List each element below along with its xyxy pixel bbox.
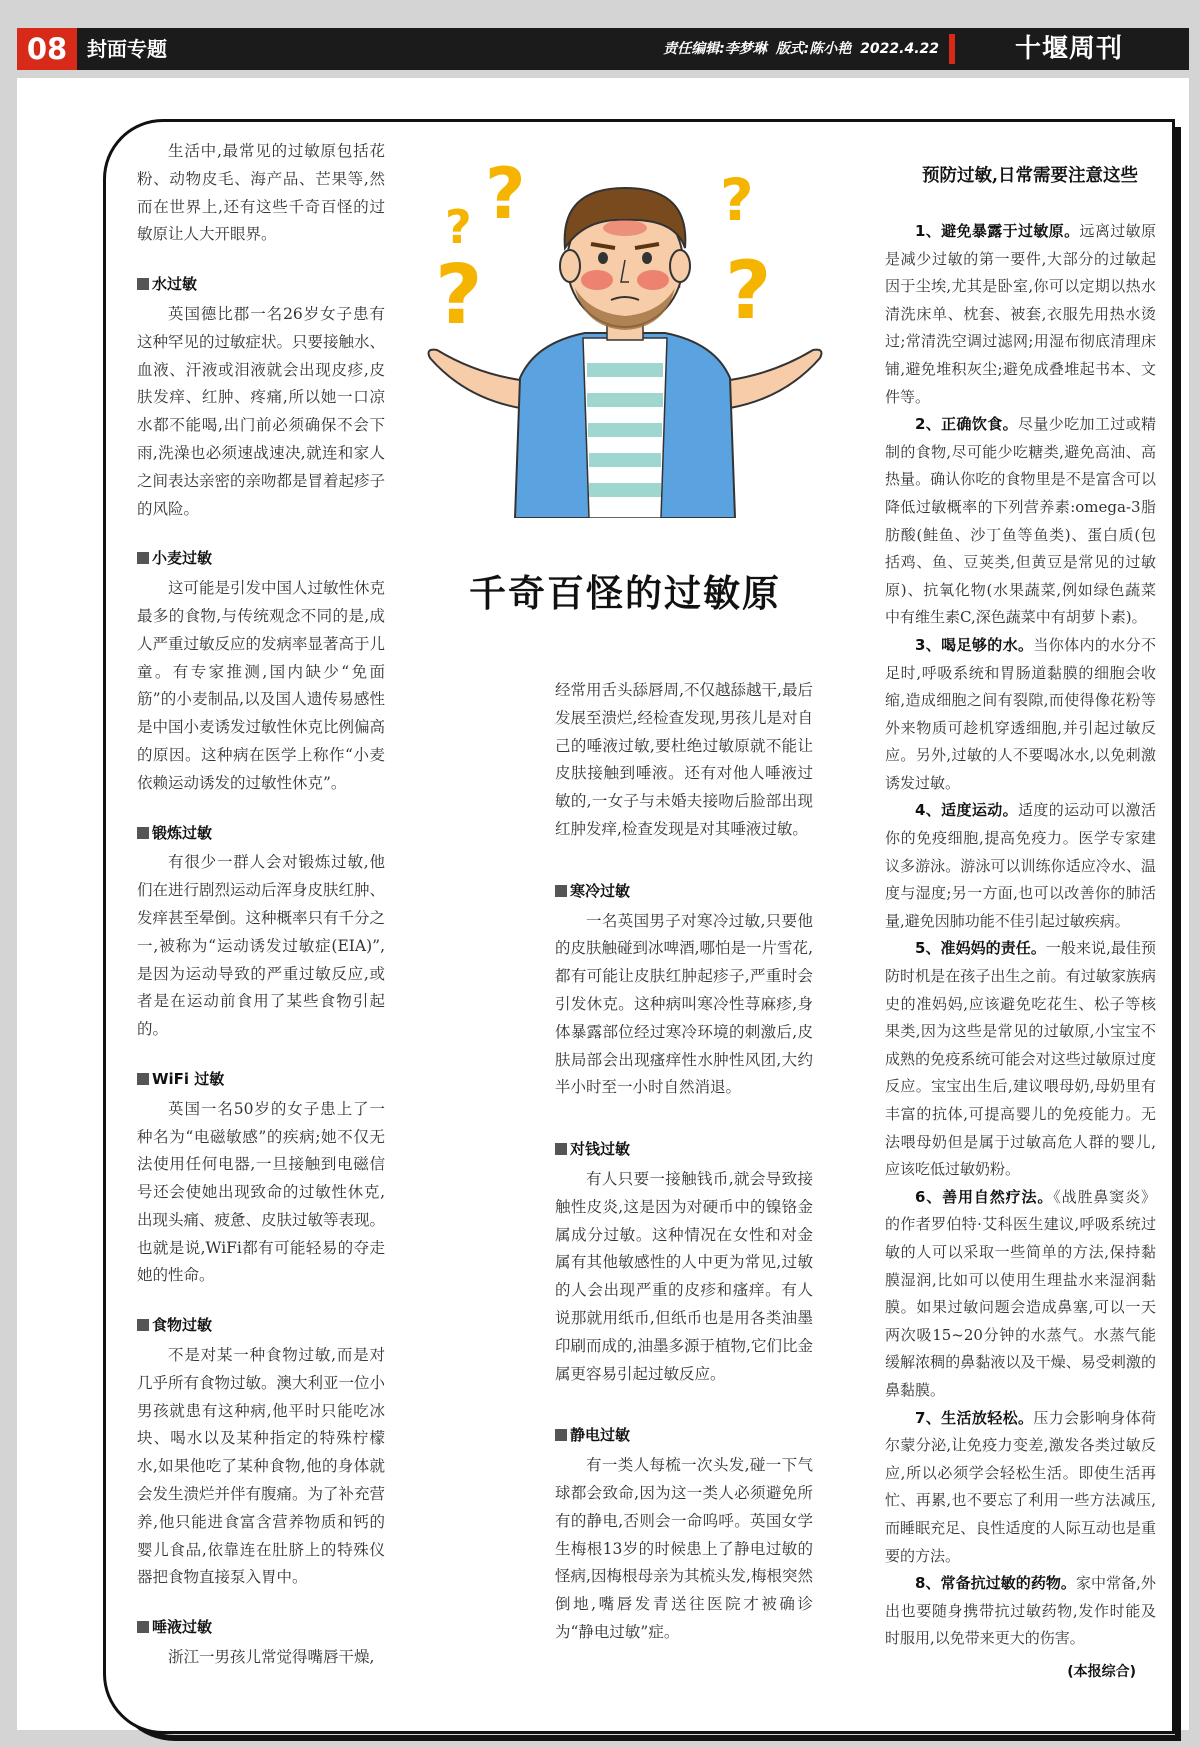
section-body: 浙江一男孩儿常觉得嘴唇干燥, <box>168 1648 375 1667</box>
square-bullet-icon <box>137 552 149 564</box>
section-body: 不是对某一种食物过敏,而是对几乎所有食物过敏。澳大利亚一位小男孩就患有这种病,他平时只能吃冰块、喝水以及某种指定的特殊柠檬水,如果他吃了某种食物,他的身体就会发生溃烂并伴有腹痛。为了补充营养,他只能进食富含营养物质和钙的婴儿食品,依靠连在肚脐上的特殊仪器把食物直接泵入胃中。 <box>137 1346 386 1587</box>
section-heading: 对钱过敏 <box>555 1136 813 1164</box>
tip-item: 8、常备抗过敏的药物。家中常备,外出也要随身携带抗过敏药物,发作时能及时服用,以免带来更大的伤害。 <box>885 1574 1156 1648</box>
article-headline: 千奇百怪的过敏原 <box>469 571 781 615</box>
section-body: 有人只要一接触钱币,就会导致接触性皮炎,这是因为对硬币中的镍铬金属成分过敏。这种情况在女性和对金属有其他敏感性的人中更为常见,过敏的人会出现严重的皮疹和瘙痒。有人说那就用纸币,但纸币也是用各类油墨印刷而成的,油墨多源于植物,它们比金属更容易引起过敏反应。 <box>555 1169 813 1383</box>
square-bullet-icon <box>555 885 567 897</box>
question-mark-icon: ? <box>725 244 772 337</box>
square-bullet-icon <box>555 1429 567 1441</box>
editor-credit: 责任编辑:李梦琳 <box>663 41 767 57</box>
section-heading: 静电过敏 <box>555 1422 813 1450</box>
square-bullet-icon <box>137 827 149 839</box>
layout-credit: 版式:陈小艳 <box>775 41 852 57</box>
question-mark-icon: ? <box>445 200 472 254</box>
tip-item: 2、正确饮食。尽量少吃加工过或精制的食物,尽可能少吃糖类,避免高油、高热量。确认你吃的食物里是不是富含可以降低过敏概率的下列营养素:omega-3脂肪酸(鲑鱼、沙丁鱼等鱼类)、蛋白质(包括鸡、鱼、豆荚类,但黄豆是常见的过敏原)、抗氧化物(水果蔬菜,例如绿色蔬菜中有维生素C,深色蔬菜中有胡萝卜素)。 <box>885 415 1156 627</box>
section-heading: 唾液过敏 <box>137 1614 385 1642</box>
section-heading: 小麦过敏 <box>137 545 385 573</box>
section-body: 英国一名50岁的女子患上了一种名为“电磁敏感”的疾病;她不仅无法使用任何电器,一旦接触到电磁信号还会使她出现致命的过敏性休克,出现头痛、疲惫、皮肤过敏等表现。也就是说,WiFi都有可能轻易的夺走她的性命。 <box>137 1099 386 1285</box>
right-column <box>885 218 1156 1686</box>
intro-paragraph: 生活中,最常见的过敏原包括花粉、动物皮毛、海产品、芒果等,然而在世界上,还有这些千奇百怪的过敏原让人大开眼界。 <box>137 142 385 244</box>
square-bullet-icon <box>137 1073 149 1085</box>
square-bullet-icon <box>555 1143 567 1155</box>
tip-item: 4、适度运动。适度的运动可以激活你的免疫细胞,提高免疫力。医学专家建议多游泳。游泳可以训练你适应冷水、温度与湿度;另一方面,也可以改善你的肺活量,避免因肺功能不佳引起过敏疾病。 <box>885 801 1156 930</box>
page-number: 08 <box>17 28 77 70</box>
square-bullet-icon <box>137 1319 149 1331</box>
masthead: 十堰周刊 <box>949 28 1189 70</box>
section-body: 英国德比郡一名26岁女子患有这种罕见的过敏症状。只要接触水、血液、汗液或泪液就会出现皮疹,皮肤发痒、红肿、疼痛,所以她一口凉水都不能喝,出门前必须确保不会下雨,洗澡也必须速战速决,就连和家人之间表达亲密的亲吻都是冒着起疹子的风险。 <box>137 304 386 518</box>
tip-item: 5、准妈妈的责任。一般来说,最佳预防时机是在孩子出生之前。有过敏家族病史的准妈妈,应该避免吃花生、松子等核果类,因为这些是常见的过敏原,小宝宝不成熟的免疫系统可能会对这些过敏原过度反应。宝宝出生后,建议喂母奶,母奶里有丰富的抗体,可提高婴儿的免疫能力。无法喂母奶但是属于过敏高危人群的婴儿,应该吃低过敏奶粉。 <box>885 939 1156 1179</box>
section-heading: WiFi 过敏 <box>137 1066 385 1094</box>
section-body-continued: 经常用舌头舔唇周,不仅越舔越干,最后发展至溃烂,经检查发现,男孩儿是对自己的唾液过敏,要杜绝过敏原就不能让皮肤接触到唾液。还有对他人唾液过敏的,一女子与未婚夫接吻后脸部出现红肿发痒,检查发现是对其唾液过敏。 <box>555 681 813 838</box>
square-bullet-icon <box>137 278 149 290</box>
section-body: 有很少一群人会对锻炼过敏,他们在进行剧烈运动后浑身皮肤红肿、发痒甚至晕倒。这种概率只有千分之一,被称为“运动诱发过敏症(EIA)”,是因为运动导致的严重过敏反应,或者是在运动前食用了某些食物引起的。 <box>137 853 386 1039</box>
section-heading: 寒冷过敏 <box>555 878 813 906</box>
issue-date: 2022.4.22 <box>860 41 939 57</box>
tip-item: 6、善用自然疗法。《战胜鼻窦炎》的作者罗伯特·艾科医生建议,呼吸系统过敏的人可以采取一些简单的方法,保持黏膜湿润,比如可以使用生理盐水来湿润黏膜。如果过敏问题会造成鼻塞,可以一天两次吸15~20分钟的水蒸气。水蒸气能缓解浓稠的鼻黏液以及干燥、易受刺激的鼻黏膜。 <box>885 1187 1156 1399</box>
square-bullet-icon <box>137 1621 149 1633</box>
question-mark-icon: ? <box>485 153 526 235</box>
section-body: 这可能是引发中国人过敏性休克最多的食物,与传统观念不同的是,成人严重过敏反应的发病率显著高于儿童。有专家推测,国内缺少“免面筋”的小麦制品,以及国人遗传易感性是中国小麦诱发过敏性休克比例偏高的原因。这种病在医学上称作“小麦依赖运动诱发的过敏性休克”。 <box>137 579 386 792</box>
credits <box>659 28 939 70</box>
section-body: 一名英国男子对寒冷过敏,只要他的皮肤触碰到冰啤酒,哪怕是一片雪花,都有可能让皮肤红肿起疹子,严重时会引发休克。这种病叫寒冷性荨麻疹,身体暴露部位经过寒冷环境的刺激后,皮肤局部会出现瘙痒性水肿性风团,大约半小时至一小时自然消退。 <box>555 911 813 1097</box>
section-heading: 食物过敏 <box>137 1312 385 1340</box>
section-title: 封面专题 <box>87 37 167 61</box>
prevention-title: 预防过敏,日常需要注意这些 <box>921 166 1139 186</box>
tip-item: 3、喝足够的水。当你体内的水分不足时,呼吸系统和胃肠道黏膜的细胞会收缩,造成细胞之间有裂隙,而使得像花粉等外来物质可趁机穿透细胞,并引起过敏反应。另外,过敏的人不要喝冰水,以免刺激诱发过敏。 <box>885 635 1156 792</box>
question-mark-icon: ? <box>435 248 483 343</box>
section-heading: 水过敏 <box>137 271 385 299</box>
tip-item: 1、避免暴露于过敏原。远离过敏原是减少过敏的第一要件,大部分的过敏起因于尘埃,尤其是卧室,你可以定期以热水清洗床单、枕套、被套,衣服先用热水烫过;常清洗空调过滤网;用湿布彻底清理床铺,避免堆积灰尘;避免成叠堆起书本、文件等。 <box>885 222 1156 406</box>
section-body: 有一类人每梳一次头发,碰一下气球都会致命,因为这一类人必须避免所有的静电,否则会一命呜呼。英国女学生梅根13岁的时候患上了静电过敏的怪病,因梅根母亲为其梳头发,梅根突然倒地,嘴唇发青送往医院才被确诊为“静电过敏”症。 <box>555 1456 813 1641</box>
confused-man-icon <box>425 148 825 518</box>
source-credit: (本报综合) <box>1067 1663 1136 1680</box>
left-column <box>137 138 385 1672</box>
tip-item: 7、生活放轻松。压力会影响身体荷尔蒙分泌,让免疫力变差,激发各类过敏反应,所以必须学会轻松生活。即使生活再忙、再累,也不要忘了利用一些方法减压,而睡眠充足、良性适度的人际互动也是重要的方法。 <box>885 1408 1156 1565</box>
section-heading: 锻炼过敏 <box>137 820 385 848</box>
question-mark-icon: ? <box>720 166 754 234</box>
page-header <box>17 28 1189 70</box>
middle-column <box>555 677 813 1647</box>
